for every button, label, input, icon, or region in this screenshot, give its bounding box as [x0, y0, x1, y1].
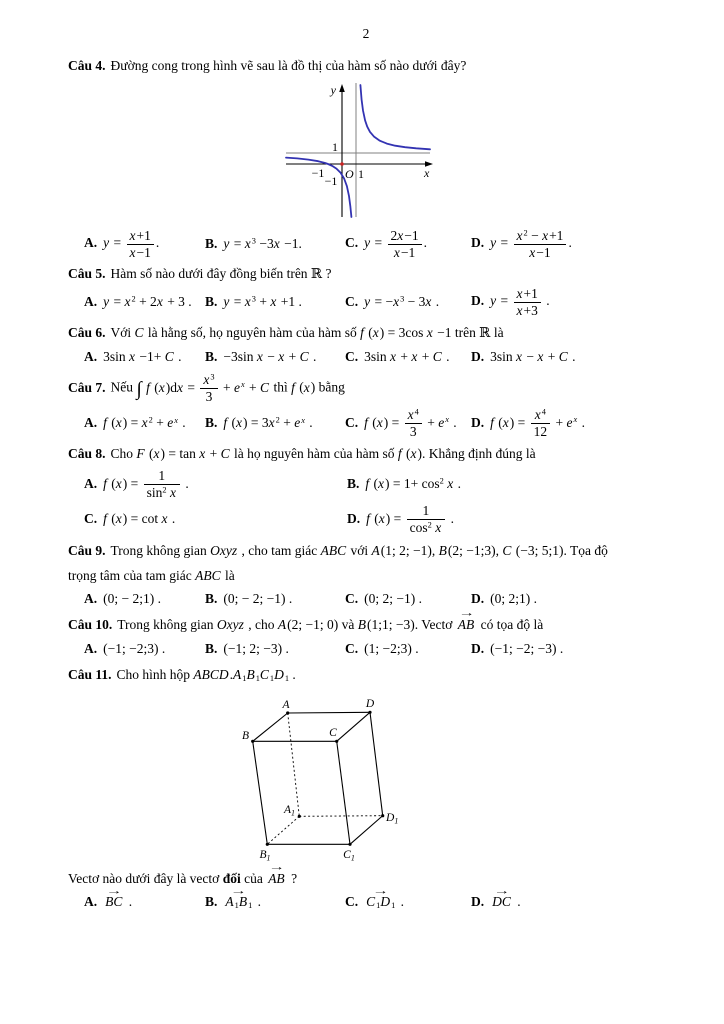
- question-10: [68, 615, 664, 659]
- question-label: Câu 9.: [68, 542, 106, 558]
- x-tick-1: 1: [358, 166, 364, 181]
- vertex-label-A1: $A_1$: [283, 804, 295, 818]
- question-text: Hàm số nào dưới đây đồng biến trên ℝ ?: [110, 265, 332, 281]
- options-row: [68, 503, 664, 536]
- option-a: A. y = $\frac{x+1}{x-1}$ .: [84, 227, 160, 260]
- option-b: B. −3sin x − x + C .: [205, 348, 317, 364]
- option-a: A. 3sin x −1+ C .: [84, 348, 182, 364]
- question-label: Câu 4.: [68, 58, 106, 73]
- curve-right-branch: [360, 85, 430, 149]
- origin-point: [340, 162, 344, 166]
- options-row: [68, 893, 664, 912]
- options-row: [68, 590, 664, 609]
- question-label: Câu 8.: [68, 446, 106, 462]
- option-a: A. (0; − 2;1) .: [84, 590, 161, 606]
- vertex-label-D1: $D_1$: [386, 812, 399, 826]
- question-4: [68, 56, 664, 261]
- vertex-label-C1: $C_1$: [343, 849, 355, 863]
- option-d: D. f (x) = $\frac{x^4}{12}$ + $e^x$ .: [471, 407, 585, 440]
- option-b: B. → $A_1B_1$ .: [205, 893, 345, 912]
- question-text: Cho hình hộp $ABCD.A_1B_1C_1D_1$ .: [116, 666, 296, 683]
- page-number: 2: [362, 26, 370, 41]
- question-text: Nếu ∫ f (x)dx = $\frac{x^3}{3}$ + $e^x + C$ thì f (x) bằng: [110, 372, 345, 405]
- option-a: A. $y = x^2 + 2x + 3$ .: [84, 293, 192, 309]
- option-c: C. f (x) = $\frac{x^4}{3}$ + $e^x$ .: [345, 407, 457, 440]
- hidden-edges: [267, 713, 382, 844]
- option-b: B. f $(x) = 3x^2 + e^x$ .: [205, 415, 313, 431]
- question-text: Đường cong trong hình vẽ sau là đồ thị của hàm số nào dưới đây?: [110, 58, 467, 73]
- option-c: C. f (x) = cot x .: [84, 510, 176, 526]
- vertex-label-D: D: [365, 698, 375, 711]
- vertex-label-B: B: [241, 730, 249, 743]
- question-7: [68, 372, 664, 440]
- options-row: [68, 228, 664, 261]
- option-c: C. $y = -x^3 - 3x$ .: [345, 293, 440, 309]
- vertex-label-C: C: [329, 727, 337, 740]
- question-text-line2: trọng tâm của tam giác ABC là: [68, 567, 235, 583]
- question-title: [68, 372, 664, 405]
- option-d: D. y = $\frac{x^2 - x+1}{x-1}$ .: [471, 227, 572, 260]
- options-row: [68, 468, 664, 501]
- question-text: Cho F (x) = tan x + C là họ nguyên hàm của hàm số f (x). Khẳng định đúng là: [110, 446, 536, 462]
- question-11: [68, 665, 664, 913]
- option-c: C. 3sin x + x + C .: [345, 348, 450, 364]
- question-6: [68, 323, 664, 367]
- y-axis-label: y: [330, 82, 336, 97]
- option-b: B. (−1; 2; −3) .: [205, 640, 289, 656]
- question-label: Câu 10.: [68, 616, 113, 632]
- question-title: [68, 541, 664, 561]
- question-title: [68, 264, 664, 284]
- options-row: [68, 407, 664, 440]
- solid-edges: [253, 713, 383, 845]
- option-d: D. f (x) = $\frac{1}{\cos^2 x}$ .: [347, 502, 454, 535]
- question-prompt: Vectơ nào dưới đây là vectơ đối của → AB ?: [68, 869, 664, 889]
- option-a: A. f (x) = $\frac{1}{\sin^2 x}$ .: [84, 468, 189, 501]
- y-axis-arrow: [339, 84, 345, 92]
- question-title: [68, 665, 664, 685]
- option-c: C. y = $\frac{2x-1}{x-1}$ .: [345, 227, 427, 260]
- question-title: [68, 444, 664, 464]
- origin-label: O: [345, 166, 354, 181]
- question-label: Câu 7.: [68, 380, 106, 395]
- option-d: D. y = $\frac{x+1}{x+3}$ .: [471, 285, 550, 318]
- question-label: Câu 6.: [68, 324, 106, 340]
- x-axis-label: x: [424, 165, 430, 180]
- question-text: Trong không gian Oxyz , cho A(2; −1; 0) và B(1;1; −3). Vectơ → AB có tọa độ là: [117, 617, 543, 632]
- options-row: [68, 286, 664, 319]
- vertex-label-B1: $B_1$: [259, 849, 271, 863]
- vertex-dots: [251, 711, 384, 846]
- box-figure: [240, 692, 450, 864]
- question-title: [68, 56, 664, 76]
- option-b: B. f $(x) = 1+ \cos^2 x$ .: [347, 476, 461, 492]
- y-tick-minus1: −1: [324, 173, 338, 188]
- question-8: [68, 444, 664, 536]
- option-a: A. → BC .: [84, 893, 205, 912]
- option-d: D. (−1; −2; −3) .: [471, 640, 564, 656]
- question-9: [68, 541, 664, 609]
- option-d: D. 3sin x − x + C .: [471, 348, 576, 364]
- question-text: Với C là hằng số, họ nguyên hàm của hàm số f (x) = 3cos x −1 trên ℝ là: [110, 324, 504, 340]
- vertex-label-A: A: [282, 699, 290, 712]
- question-label: Câu 11.: [68, 666, 112, 682]
- option-b: B. (0; − 2; −1) .: [205, 590, 293, 606]
- option-a: A. f $(x) = x^2 + e^x$ .: [84, 415, 186, 431]
- function-graph-figure: [278, 80, 438, 220]
- option-c: C. → $C_1D_1$ .: [345, 893, 471, 912]
- option-b: B. $y = x^3 + x +1$ .: [205, 293, 302, 309]
- option-b: B. $y = x^3 -3x -1$.: [205, 235, 302, 251]
- options-row: [68, 640, 664, 659]
- option-a: A. (−1; −2;3) .: [84, 640, 166, 656]
- x-tick-minus1: −1: [311, 165, 325, 180]
- y-tick-1: 1: [332, 139, 338, 154]
- options-row: [68, 348, 664, 367]
- question-5: [68, 264, 664, 319]
- option-d: D. (0; 2;1) .: [471, 590, 537, 606]
- option-c: C. (0; 2; −1) .: [345, 590, 422, 606]
- question-text-line1: Trong không gian Oxyz , cho tam giác ABC với A(1; 2; −1), B(2; −1;3), C (−3; 5;1). Tọa độ: [110, 542, 608, 558]
- option-c: C. (1; −2;3) .: [345, 640, 419, 656]
- question-label: Câu 5.: [68, 265, 106, 281]
- question-title: [68, 615, 664, 635]
- question-title: [68, 323, 664, 343]
- option-d: D. → DC .: [471, 893, 664, 912]
